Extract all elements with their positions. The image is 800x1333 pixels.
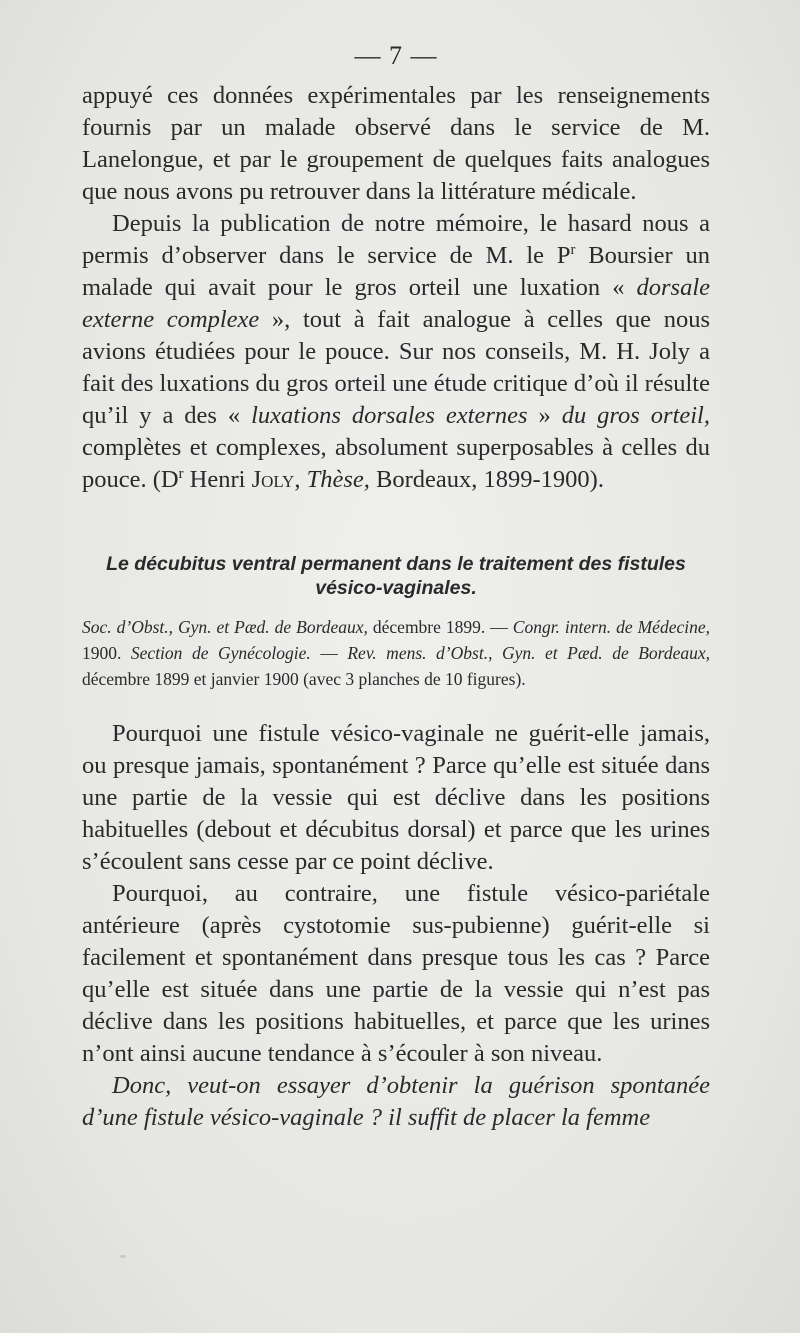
italic-run: dorsale externe complexe: [82, 274, 710, 333]
paragraph-joly-study: [82, 208, 710, 496]
section-reference: [82, 614, 710, 692]
text-run: »: [527, 402, 562, 429]
text-run: Boursier un malade qui avait pour le gros orteil une luxation «: [82, 242, 711, 301]
text-run: ,: [294, 466, 307, 493]
text-run: complètes et complexes, absolument superposables à celles du pouce. (D: [82, 434, 710, 493]
italic-run: Thèse,: [306, 466, 370, 493]
small-caps-run: Joly: [251, 466, 295, 493]
section-title: Le décubitus ventral permanent dans le traitement des fistules vésico-vaginales.: [106, 553, 686, 599]
text-run: 1900.: [82, 643, 131, 663]
paragraph-fistule-vaginale: Pourquoi une fistule vésico-vaginale ne guérit-elle jamais, ou presque jamais, spontanément ? Parce qu’elle est située dans une partie de la vessie qui est déclive dans les positions habituelles (debout et décubitus dorsal) et parce que les urines s’écoulent sans cesse par ce point déclive.: [82, 720, 710, 875]
text-run: décembre 1899 et janvier 1900 (avec 3 planches de 10 figures).: [82, 669, 526, 689]
text-run: Bordeaux, 1899-1900).: [369, 466, 604, 493]
superscript: r: [178, 465, 184, 482]
italic-run: Congr. intern. de Médecine,: [512, 617, 710, 637]
text-run: —: [310, 643, 348, 663]
text-run: décembre 1899. —: [367, 617, 513, 637]
paragraph-conclusion: Donc, veut-on essayer d’obtenir la guérison spontanée d’une fistule vésico-vaginale ? il suffit de placer la femme: [82, 1072, 710, 1131]
paragraph-fistule-parietale: Pourquoi, au contraire, une fistule vésico-pariétale antérieure (après cystotomie sus-pubienne) guérit-elle si facilement et spontanément dans presque tous les cas ? Parce qu’elle est située dans une partie de la vessie qui n’est pas déclive dans les positions habituelles, et parce que les urines n’ont ainsi aucune tendance à s’écouler à son niveau.: [82, 880, 710, 1067]
page-number: — 7 —: [354, 41, 438, 70]
text-run: Henri: [183, 466, 252, 493]
italic-run: luxations dorsales externes: [251, 402, 528, 429]
text-run: », tout à fait analogue à celles que nous avions étudiées pour le pouce. Sur nos conseils, M. H. Joly a fait des luxations du gros orteil une étude critique d’où il résulte qu’il y a des «: [82, 306, 710, 429]
page-speck: [120, 1255, 126, 1258]
italic-run: du gros orteil,: [561, 402, 710, 429]
paragraph-continuation: appuyé ces données expérimentales par les renseignements fournis par un malade observé dans le service de M. Lanelongue, et par le groupement de quelques faits analogues que nous avons pu retrouver dans la littérature médicale.: [82, 82, 710, 205]
superscript: r: [570, 241, 576, 258]
italic-run: Soc. d’Obst., Gyn. et Pæd. de Bordeaux,: [82, 617, 368, 637]
italic-run: Section de Gynécologie.: [130, 643, 311, 663]
text-run: Depuis la publication de notre mémoire, le hasard nous a permis d’observer dans le service de M. le P: [82, 210, 710, 269]
page-content: [82, 36, 710, 1134]
italic-run: Rev. mens. d’Obst., Gyn. et Pæd. de Bordeaux,: [347, 643, 710, 663]
